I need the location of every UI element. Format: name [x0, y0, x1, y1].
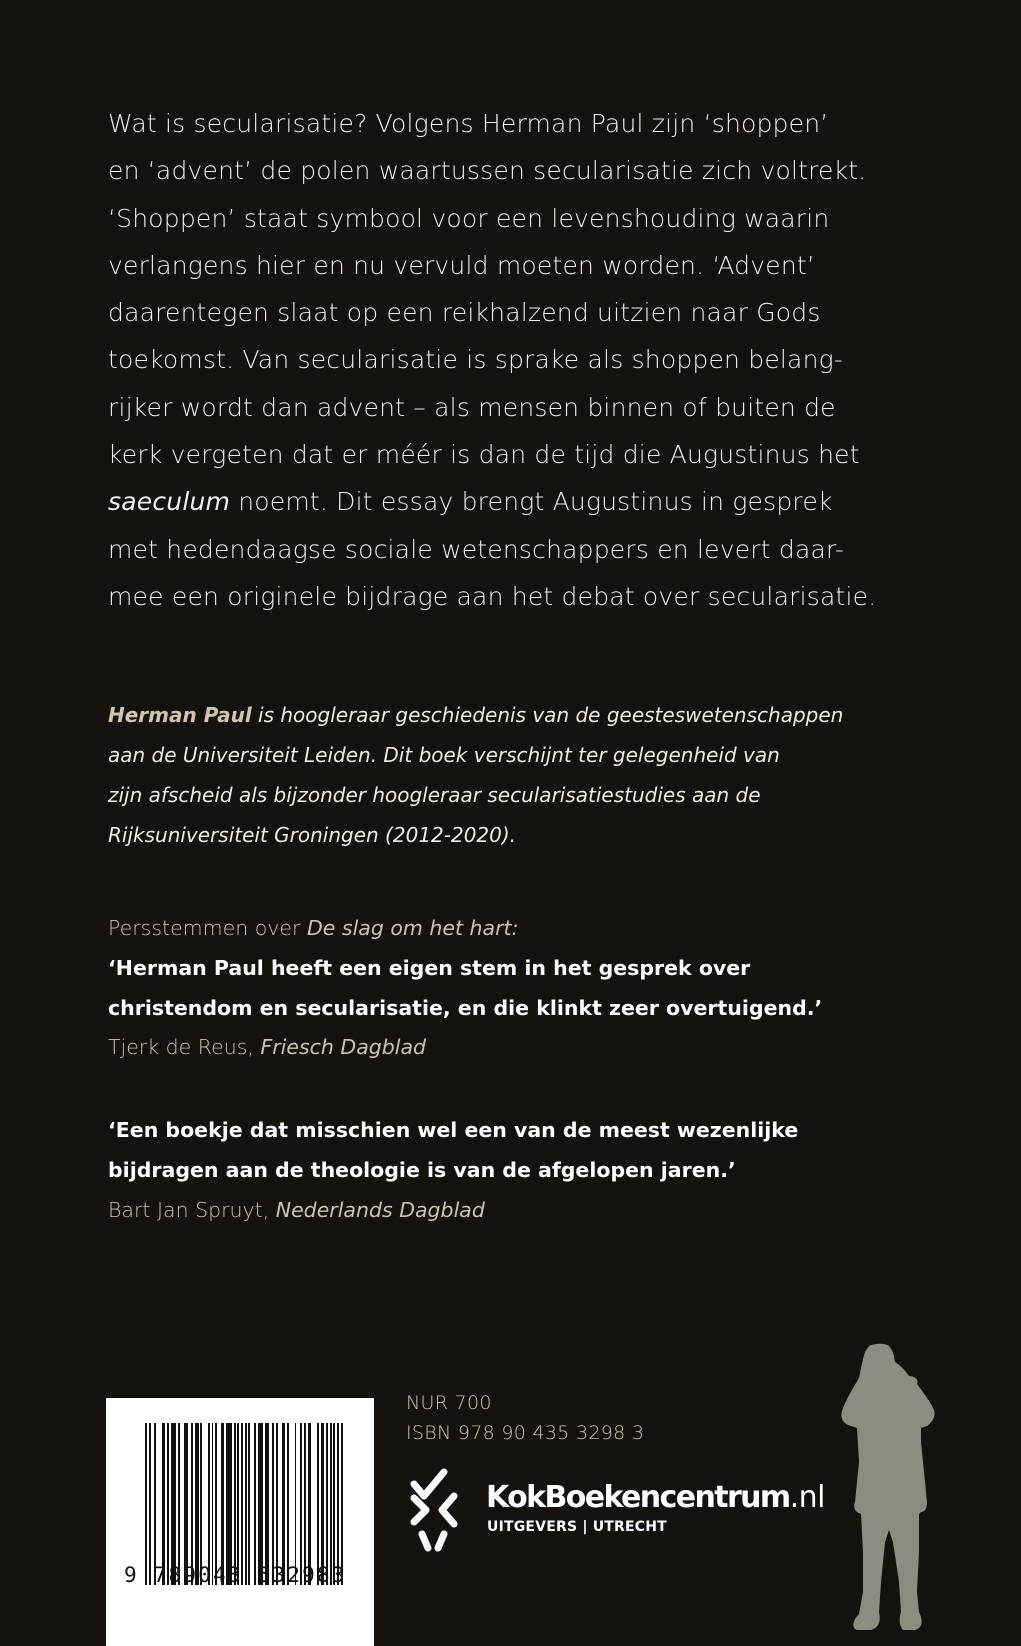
press-quote-line: ‘Een boekje dat misschien wel een van de meest wezenlijke: [108, 1118, 799, 1143]
reviewer-name: Tjerk de Reus,: [108, 1035, 261, 1060]
author-name: Herman Paul: [108, 703, 252, 727]
blurb-paragraph: [108, 100, 928, 620]
bio-line-rest: is hoogleraar geschiedenis van de geesteswetenschappen: [251, 703, 844, 727]
spacer: [108, 1068, 968, 1111]
blurb-line: daarentegen slaat op een reikhalzend uitzien naar Gods: [108, 298, 821, 328]
press-quote-line: ‘Herman Paul heeft een eigen stem in het gesprek over: [108, 955, 751, 980]
kokboekencentrum-logo-icon: [408, 1466, 460, 1552]
blurb-line: en ‘advent’ de polen waartussen secularisatie zich voltrekt.: [108, 156, 867, 186]
press-quote-line: bijdragen aan de theologie is van de afgelopen jaren.’: [108, 1157, 736, 1182]
blurb-line: verlangens hier en nu vervuld moeten worden. ‘Advent’: [108, 250, 816, 280]
standing-person-silhouette-icon: [815, 1342, 940, 1638]
bio-line: zijn afscheid als bijzonder hoogleraar secularisatiestudies aan de: [108, 783, 761, 807]
press-attribution: [108, 1191, 968, 1231]
previous-book-title: De slag om het hart: [306, 916, 512, 940]
publication-name: Friesch Dagblad: [260, 1035, 427, 1060]
author-bio: [108, 695, 968, 855]
barcode-digits: 9 789043 532983: [124, 1563, 347, 1587]
bio-line: Rijksuniversiteit Groningen (2012-2020).: [108, 823, 517, 847]
barcode-bar: [343, 1423, 345, 1585]
blurb-line: [108, 478, 928, 525]
publisher-subtitle: UITGEVERS | UTRECHT: [487, 1519, 667, 1535]
press-attribution: [108, 1028, 968, 1068]
blurb-line: rijker wordt dan advent – als mensen binnen of buiten de: [108, 392, 836, 422]
press-quote-line: christendom en secularisatie, en die klinkt zeer overtuigend.’: [108, 995, 823, 1020]
blurb-line: met hedendaagse sociale wetenschappers en levert daar-: [108, 534, 845, 564]
press-intro: [108, 909, 968, 949]
publication-name: Nederlands Dagblad: [275, 1197, 485, 1222]
press-reviews: [108, 909, 968, 1231]
publisher-name: [486, 1480, 825, 1515]
press-intro-label: Persstemmen over: [108, 916, 307, 940]
book-metadata: [406, 1388, 644, 1448]
barcode-box: [106, 1398, 374, 1646]
bio-line: [108, 695, 968, 735]
publisher-name-tld: .nl: [789, 1480, 825, 1515]
reviewer-name: Bart Jan Spruyt,: [108, 1197, 276, 1222]
blurb-line: Wat is secularisatie? Volgens Herman Paul zijn ‘shoppen’: [108, 109, 829, 138]
blurb-line: toekomst. Van secularisatie is sprake als shoppen belang-: [108, 345, 844, 375]
isbn: ISBN 978 90 435 3298 3: [406, 1422, 645, 1444]
blurb-line-rest: noemt. Dit essay brengt Augustinus in gesprek: [230, 487, 833, 517]
nur-code: NUR 700: [406, 1392, 492, 1414]
blurb-line: ‘Shoppen’ staat symbool voor een levenshouding waarin: [108, 203, 830, 233]
publisher-logo: [408, 1466, 825, 1556]
saeculum-term: saeculum: [108, 487, 231, 517]
publisher-name-main: KokBoekencentrum: [486, 1480, 790, 1515]
press-intro-colon: :: [511, 916, 519, 940]
bio-line: aan de Universiteit Leiden. Dit boek verschijnt ter gelegenheid van: [108, 743, 780, 767]
ean13-barcode-icon: [145, 1423, 345, 1585]
blurb-line: kerk vergeten dat er méér is dan de tijd die Augustinus het: [108, 440, 860, 470]
blurb-line: mee een originele bijdrage aan het debat over secularisatie.: [108, 581, 877, 611]
